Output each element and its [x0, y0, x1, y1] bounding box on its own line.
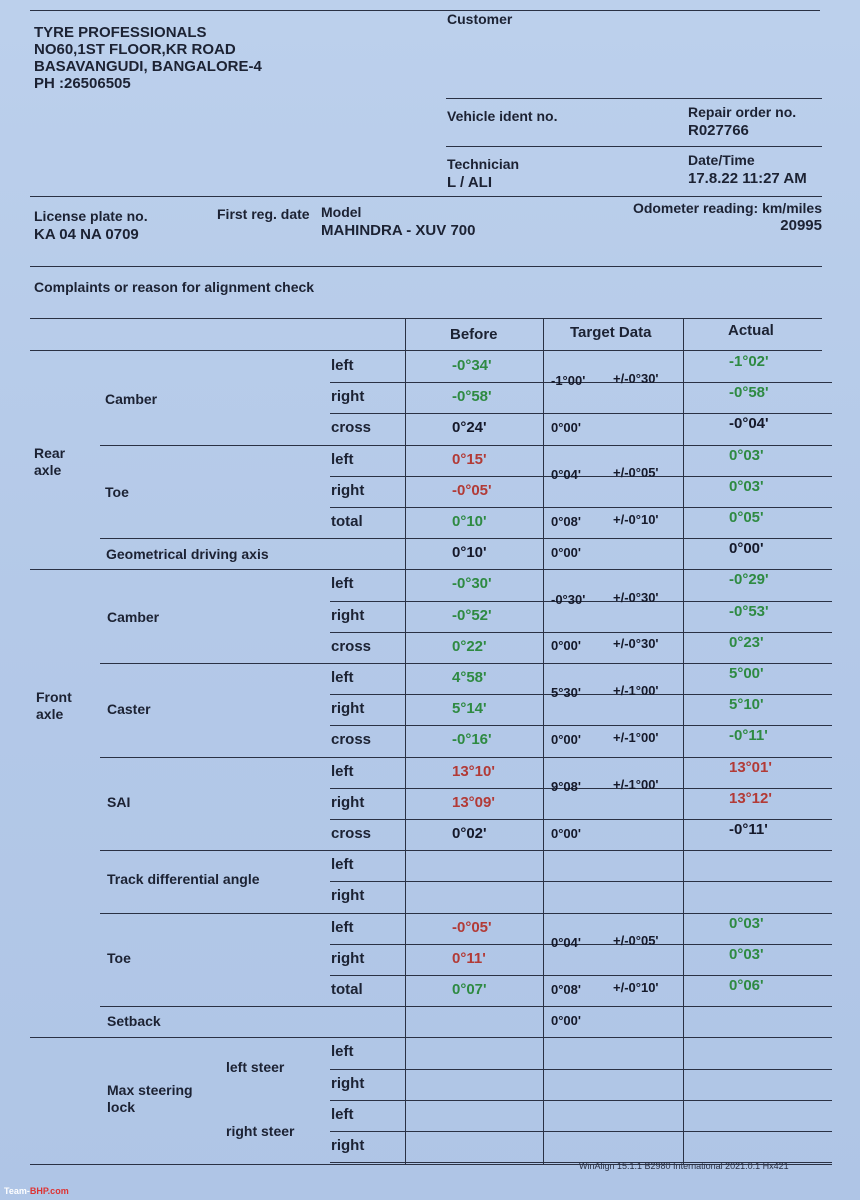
side-label: left	[331, 856, 354, 873]
actual-value: 13°01'	[729, 759, 772, 776]
column-header-before: Before	[450, 326, 498, 343]
rear-toe-label: Toe	[105, 484, 129, 500]
front-toe-label: Toe	[107, 950, 131, 966]
target-value: 0°04'	[551, 935, 581, 950]
side-label: right	[331, 1075, 365, 1092]
caster-label: Caster	[107, 701, 151, 717]
before-value: 0°10'	[452, 513, 487, 530]
technician-label: Technician	[447, 156, 520, 172]
side-label: right	[331, 388, 365, 405]
before-value: -0°05'	[452, 919, 492, 936]
target-value: 0°08'	[551, 982, 581, 997]
side-label: left	[331, 451, 354, 468]
before-value: -0°05'	[452, 482, 492, 499]
side-label: total	[331, 513, 363, 530]
side-label: cross	[331, 825, 372, 842]
side-label: cross	[331, 638, 372, 655]
license-plate-value: KA 04 NA 0709	[34, 226, 139, 243]
repair-order-value: R027766	[688, 122, 749, 139]
shop-address-line1: NO60,1ST FLOOR,KR ROAD	[34, 41, 236, 58]
divider	[30, 196, 822, 197]
row-divider	[330, 1069, 832, 1070]
side-label: left	[331, 919, 354, 936]
row-divider	[330, 975, 832, 976]
customer-label: Customer	[447, 11, 513, 27]
target-tolerance: +/-1°00'	[613, 777, 659, 792]
side-label: left	[331, 575, 354, 592]
target-value: 0°00'	[551, 638, 581, 653]
row-divider	[330, 1100, 832, 1101]
before-value: -0°52'	[452, 607, 492, 624]
divider	[446, 98, 822, 99]
actual-value: -0°29'	[729, 571, 769, 588]
left-steer-label: left steer	[226, 1059, 285, 1075]
actual-value: 0°03'	[729, 447, 764, 464]
datetime-label: Date/Time	[688, 152, 755, 168]
target-tolerance: +/-0°05'	[613, 465, 659, 480]
divider	[446, 146, 822, 147]
target-value: 0°00'	[551, 545, 581, 560]
actual-value: -0°11'	[729, 727, 768, 744]
before-value: -0°30'	[452, 575, 492, 592]
target-value: 0°04'	[551, 467, 581, 482]
row-divider	[100, 1006, 832, 1007]
target-value: 0°00'	[551, 420, 581, 435]
rear-axle-label: Rear axle	[34, 445, 66, 478]
side-label: right	[331, 950, 365, 967]
actual-value: -0°11'	[729, 821, 768, 838]
row-divider	[330, 725, 832, 726]
actual-value: 0°00'	[729, 540, 764, 557]
software-version: WinAlign 15.1.1 B2980 International 2021.0.1 Hx421	[579, 1161, 789, 1171]
vehicle-ident-label: Vehicle ident no.	[447, 108, 558, 124]
target-tolerance: +/-1°00'	[613, 730, 659, 745]
front-axle-label: Front axle	[36, 689, 72, 722]
actual-value: 5°00'	[729, 665, 764, 682]
side-label: right	[331, 607, 365, 624]
row-divider	[330, 1131, 832, 1132]
target-tolerance: +/-0°10'	[613, 980, 659, 995]
row-divider	[330, 881, 832, 882]
technician-value: L / ALI	[447, 174, 492, 191]
row-divider	[100, 757, 832, 758]
before-value: 0°07'	[452, 981, 487, 998]
before-value: 13°10'	[452, 763, 495, 780]
shop-phone: PH :26506505	[34, 75, 131, 92]
model-label: Model	[321, 204, 362, 220]
rear-camber-label: Camber	[105, 391, 158, 407]
target-tolerance: +/-0°05'	[613, 933, 659, 948]
row-divider	[30, 569, 832, 570]
actual-value: 0°03'	[729, 478, 764, 495]
before-value: 0°24'	[452, 419, 487, 436]
complaints-label: Complaints or reason for alignment check	[34, 279, 315, 295]
actual-value: 0°23'	[729, 634, 764, 651]
target-value: -1°00'	[551, 373, 586, 388]
watermark: Team-BHP.com	[4, 1186, 69, 1196]
target-value: 0°00'	[551, 826, 581, 841]
row-divider	[100, 445, 832, 446]
side-label: right	[331, 794, 365, 811]
before-value: 0°11'	[452, 950, 486, 967]
target-value: 0°00'	[551, 732, 581, 747]
row-divider	[330, 507, 832, 508]
before-value: -0°16'	[452, 731, 492, 748]
actual-value: 0°05'	[729, 509, 764, 526]
before-value: -0°34'	[452, 357, 492, 374]
side-label: right	[331, 887, 365, 904]
target-tolerance: +/-0°10'	[613, 512, 659, 527]
row-divider	[330, 819, 832, 820]
actual-value: 0°03'	[729, 946, 764, 963]
column-header-target: Target Data	[570, 324, 652, 341]
side-label: right	[331, 700, 365, 717]
actual-value: 5°10'	[729, 696, 764, 713]
actual-value: -0°53'	[729, 603, 769, 620]
first-reg-label: First reg. date	[217, 206, 310, 222]
before-value: 13°09'	[452, 794, 495, 811]
repair-order-label: Repair order no.	[688, 104, 797, 120]
actual-value: -0°04'	[729, 415, 769, 432]
actual-value: -0°58'	[729, 384, 769, 401]
target-value: -0°30'	[551, 592, 586, 607]
row-divider	[100, 850, 832, 851]
row-divider	[330, 632, 832, 633]
row-divider	[100, 538, 832, 539]
setback-label: Setback	[107, 1013, 161, 1029]
target-value: 0°00'	[551, 1013, 581, 1028]
target-value: 5°30'	[551, 685, 581, 700]
before-value: 0°02'	[452, 825, 487, 842]
side-label: left	[331, 669, 354, 686]
track-diff-label: Track differential angle	[107, 871, 260, 887]
max-steering-lock-label: Max steering lock	[107, 1082, 193, 1115]
actual-value: 0°03'	[729, 915, 764, 932]
shop-name: TYRE PROFESSIONALS	[34, 24, 207, 41]
row-divider	[330, 694, 832, 695]
row-divider	[330, 944, 832, 945]
side-label: left	[331, 763, 354, 780]
divider	[30, 10, 820, 11]
before-value: -0°58'	[452, 388, 492, 405]
side-label: left	[331, 1043, 354, 1060]
side-label: right	[331, 1137, 365, 1154]
actual-value: 0°06'	[729, 977, 764, 994]
datetime-value: 17.8.22 11:27 AM	[688, 170, 807, 187]
front-camber-label: Camber	[107, 609, 160, 625]
row-divider	[30, 1037, 832, 1038]
target-tolerance: +/-0°30'	[613, 590, 659, 605]
side-label: left	[331, 1106, 354, 1123]
side-label: left	[331, 357, 354, 374]
target-tolerance: +/-1°00'	[613, 683, 659, 698]
sai-label: SAI	[107, 794, 131, 810]
model-value: MAHINDRA - XUV 700	[321, 222, 476, 239]
license-plate-label: License plate no.	[34, 208, 148, 224]
actual-value: 13°12'	[729, 790, 772, 807]
side-label: cross	[331, 731, 372, 748]
target-value: 0°08'	[551, 514, 581, 529]
before-value: 5°14'	[452, 700, 487, 717]
column-header-actual: Actual	[728, 322, 774, 339]
row-divider	[100, 913, 832, 914]
before-value: 0°15'	[452, 451, 487, 468]
geometrical-axis-label: Geometrical driving axis	[106, 546, 269, 562]
actual-value: -1°02'	[729, 353, 769, 370]
shop-address-line2: BASAVANGUDI, BANGALORE-4	[34, 58, 262, 75]
target-tolerance: +/-0°30'	[613, 636, 659, 651]
table-header-divider	[30, 350, 822, 351]
row-divider	[330, 476, 832, 477]
odometer-label: Odometer reading: km/miles	[632, 200, 822, 216]
right-steer-label: right steer	[226, 1123, 295, 1139]
before-value: 0°22'	[452, 638, 487, 655]
side-label: total	[331, 981, 363, 998]
side-label: cross	[331, 419, 372, 436]
row-divider	[330, 413, 832, 414]
target-tolerance: +/-0°30'	[613, 371, 659, 386]
divider	[30, 318, 822, 319]
side-label: right	[331, 482, 365, 499]
row-divider	[330, 788, 832, 789]
target-value: 9°08'	[551, 779, 581, 794]
before-value: 4°58'	[452, 669, 487, 686]
odometer-value: 20995	[780, 217, 822, 234]
row-divider	[100, 663, 832, 664]
before-value: 0°10'	[452, 544, 487, 561]
divider	[30, 266, 822, 267]
